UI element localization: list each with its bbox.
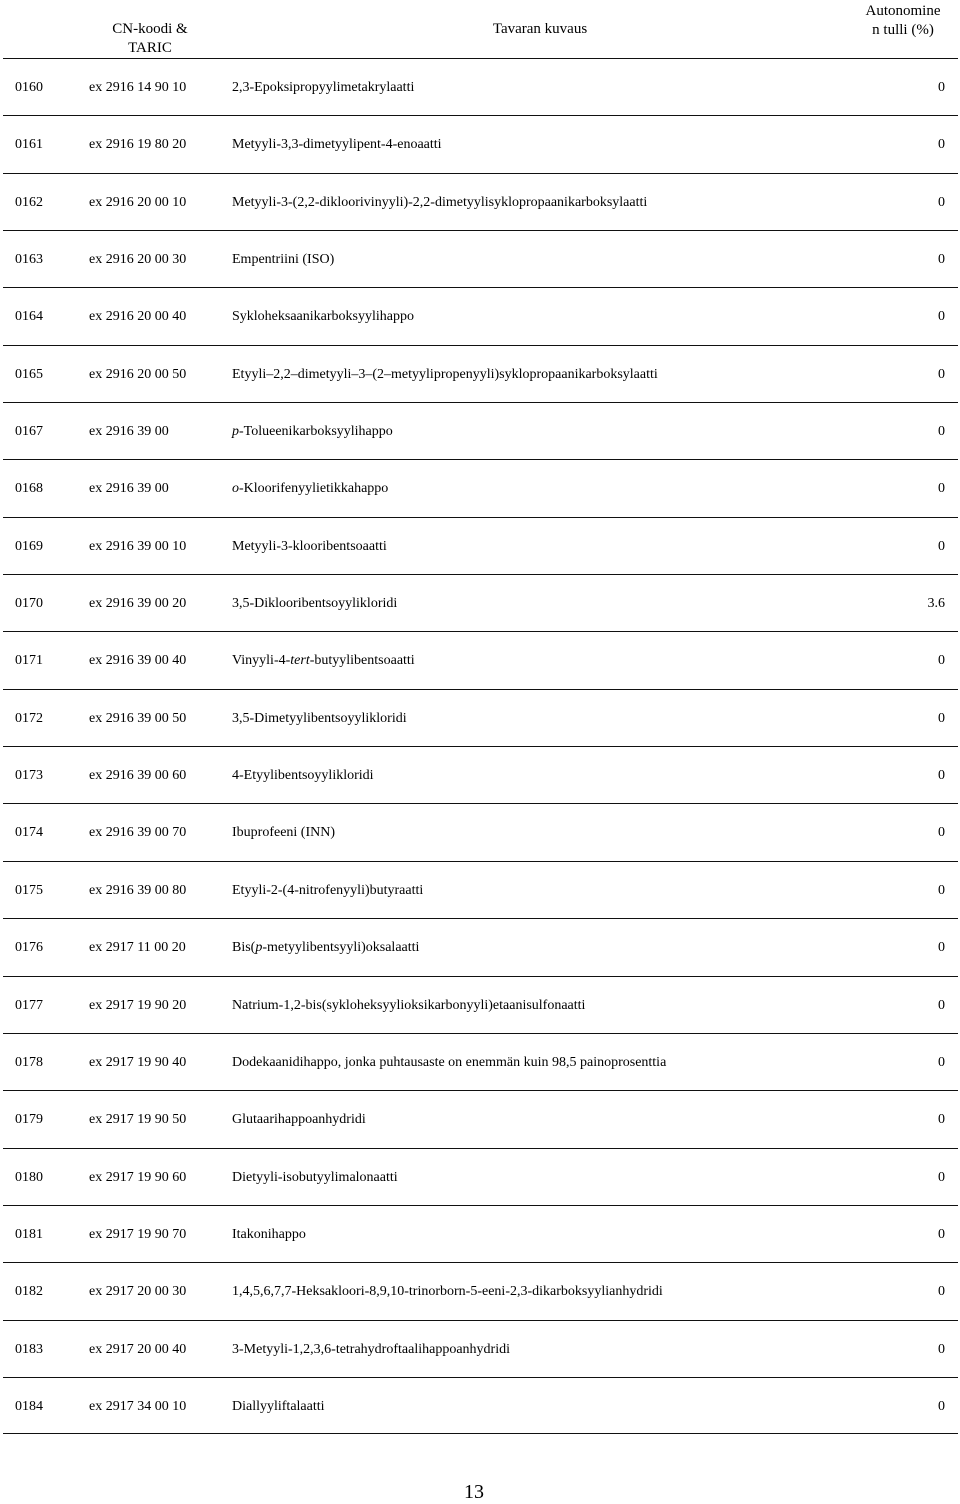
duty-rate: 0 [938,194,945,210]
item-description: Sykloheksaanikarboksyylihappo [232,309,414,325]
cn-code: ex 2916 39 00 40 [89,653,187,669]
table-row [3,115,958,172]
item-description [232,939,419,957]
table-row [3,459,958,516]
duty-rate: 0 [938,940,945,956]
duty-rate: 0 [938,366,945,382]
description-text: Bis( [232,940,256,956]
item-description: Metyyli-3,3-dimetyylipent-4-enoaatti [232,137,442,153]
cn-code: ex 2917 19 90 20 [89,997,187,1013]
item-description: Empentriini (ISO) [232,252,335,268]
duty-rate: 0 [938,309,945,325]
row-number: 0165 [15,366,43,382]
description-text: -Kloorifenyylietikkahappo [239,481,389,497]
table-row [3,574,958,631]
table-row [3,402,958,459]
duty-rate: 0 [938,1226,945,1242]
table-row [3,1205,958,1262]
item-description: Metyyli-3-klooribentsoaatti [232,538,387,554]
cn-code: ex 2917 34 00 10 [89,1398,187,1414]
duty-rate: 0 [938,882,945,898]
duty-rate: 0 [938,481,945,497]
duty-rate: 0 [938,768,945,784]
item-description: Ibuprofeeni (INN) [232,825,336,841]
row-number: 0179 [15,1112,43,1128]
row-number: 0164 [15,309,43,325]
duty-rate: 0 [938,997,945,1013]
cn-code: ex 2916 39 00 70 [89,825,187,841]
item-description: 2,3-Epoksipropyylimetakrylaatti [232,80,415,95]
item-description: Metyyli-3-(2,2-dikloorivinyyli)-2,2-dimetyylisyklopropaanikarboksylaatti [232,194,648,210]
duty-rate: 0 [938,1054,945,1070]
row-number: 0175 [15,882,43,898]
cn-code: ex 2917 19 90 50 [89,1112,187,1128]
duty-rate: 0 [938,1169,945,1185]
duty-rate: 0 [938,1284,945,1300]
cn-code: ex 2916 20 00 30 [89,252,187,268]
item-description [232,423,393,441]
cn-code: ex 2917 19 90 40 [89,1054,187,1070]
table-row [3,861,958,918]
cn-code: ex 2916 39 00 20 [89,596,187,612]
row-number: 0174 [15,825,43,841]
table-row [3,1090,958,1147]
table-row [3,918,958,975]
item-description: 4-Etyylibentsoyylikloridi [232,768,374,784]
description-text: -Tolueenikarboksyylihappo [239,424,393,440]
tariff-table [3,58,958,1434]
cn-code: ex 2917 19 90 60 [89,1169,187,1185]
description-text: Vinyyli-4- [232,653,291,669]
duty-rate: 3.6 [927,596,945,612]
item-description: Natrium-1,2-bis(sykloheksyylioksikarbonyyli)etaanisulfonaatti [232,997,586,1013]
header-rate-line2: n tulli (%) [872,22,934,38]
item-description [232,480,388,498]
row-number: 0178 [15,1054,43,1070]
cn-code: ex 2916 39 00 [89,424,169,440]
table-row [3,517,958,574]
header-cn-line1: CN-koodi & [112,21,188,37]
cn-code: ex 2917 11 00 20 [89,940,186,956]
cn-code: ex 2916 20 00 50 [89,366,187,382]
duty-rate: 0 [938,137,945,153]
item-description [232,652,415,670]
table-row [3,1148,958,1205]
table-row [3,1033,958,1090]
duty-rate: 0 [938,1398,945,1414]
row-number: 0184 [15,1398,43,1414]
table-row [3,287,958,344]
duty-rate: 0 [938,653,945,669]
header-rate-line1: Autonomine [865,3,941,19]
cn-code: ex 2916 14 90 10 [89,80,187,95]
item-description: Glutaarihappoanhydridi [232,1112,366,1128]
duty-rate: 0 [938,424,945,440]
cn-code: ex 2916 20 00 40 [89,309,187,325]
description-text: -metyylibentsyyli)oksalaatti [262,940,420,956]
table-row [3,173,958,230]
page-number: 13 [464,1481,484,1503]
row-number: 0167 [15,424,43,440]
row-number: 0171 [15,653,43,669]
description-italic-part: p [255,940,263,956]
duty-rate: 0 [938,825,945,841]
row-number: 0163 [15,252,43,268]
table-row [3,689,958,746]
row-number: 0177 [15,997,43,1013]
item-description: Dodekaanidihappo, jonka puhtausaste on enemmän kuin 98,5 painoprosenttia [232,1054,667,1070]
row-number: 0160 [15,80,43,95]
row-number: 0161 [15,137,43,153]
item-description: Diallyyliftalaatti [232,1398,325,1414]
table-row [3,631,958,688]
item-description: 3-Metyyli-1,2,3,6-tetrahydroftaalihappoanhydridi [232,1341,510,1357]
cn-code: ex 2916 39 00 60 [89,768,187,784]
cn-code: ex 2916 19 80 20 [89,137,187,153]
header-cn-code [85,20,215,58]
table-row [3,230,958,287]
table-row [3,746,958,803]
row-number: 0169 [15,538,43,554]
table-row [3,1262,958,1319]
item-description: Etyyli–2,2–dimetyyli–3–(2–metyylipropenyyli)syklopropaanikarboksylaatti [232,366,658,382]
duty-rate: 0 [938,252,945,268]
cn-code: ex 2917 19 90 70 [89,1226,187,1242]
table-row [3,58,958,115]
description-italic-prefix: o [232,481,239,497]
header-cn-line2: TARIC [128,40,172,56]
row-number: 0162 [15,194,43,210]
table-row [3,345,958,402]
duty-rate: 0 [938,1112,945,1128]
row-number: 0170 [15,596,43,612]
cn-code: ex 2916 39 00 [89,481,169,497]
row-number: 0182 [15,1284,43,1300]
cn-code: ex 2917 20 00 40 [89,1341,187,1357]
cn-code: ex 2916 20 00 10 [89,194,187,210]
item-description: 1,4,5,6,7,7-Heksakloori-8,9,10-trinorborn-5-eeni-2,3-dikarboksyylianhydridi [232,1284,663,1300]
row-number: 0181 [15,1226,43,1242]
row-number: 0180 [15,1169,43,1185]
table-row [3,1377,958,1434]
row-number: 0168 [15,481,43,497]
duty-rate: 0 [938,1341,945,1357]
header-duty-rate [848,2,958,40]
row-number: 0173 [15,768,43,784]
cn-code: ex 2917 20 00 30 [89,1284,187,1300]
table-header [0,0,960,60]
item-description: 3,5-Diklooribentsoyylikloridi [232,596,398,612]
description-italic-part: tert [290,653,310,669]
item-description: 3,5-Dimetyylibentsoyylikloridi [232,710,407,726]
cn-code: ex 2916 39 00 50 [89,710,187,726]
row-number: 0183 [15,1341,43,1357]
cn-code: ex 2916 39 00 80 [89,882,187,898]
row-number: 0176 [15,940,43,956]
duty-rate: 0 [938,538,945,554]
header-description: Tavaran kuvaus [492,21,588,37]
item-description: Etyyli-2-(4-nitrofenyyli)butyraatti [232,882,424,898]
duty-rate: 0 [938,710,945,726]
table-row [3,976,958,1033]
row-number: 0172 [15,710,43,726]
table-row [3,803,958,860]
description-text: -butyylibentsoaatti [309,653,415,669]
item-description: Dietyyli-isobutyylimalonaatti [232,1169,398,1185]
description-italic-prefix: p [232,424,239,440]
duty-rate: 0 [938,80,945,95]
item-description: Itakonihappo [232,1226,306,1242]
cn-code: ex 2916 39 00 10 [89,538,187,554]
table-row [3,1320,958,1377]
